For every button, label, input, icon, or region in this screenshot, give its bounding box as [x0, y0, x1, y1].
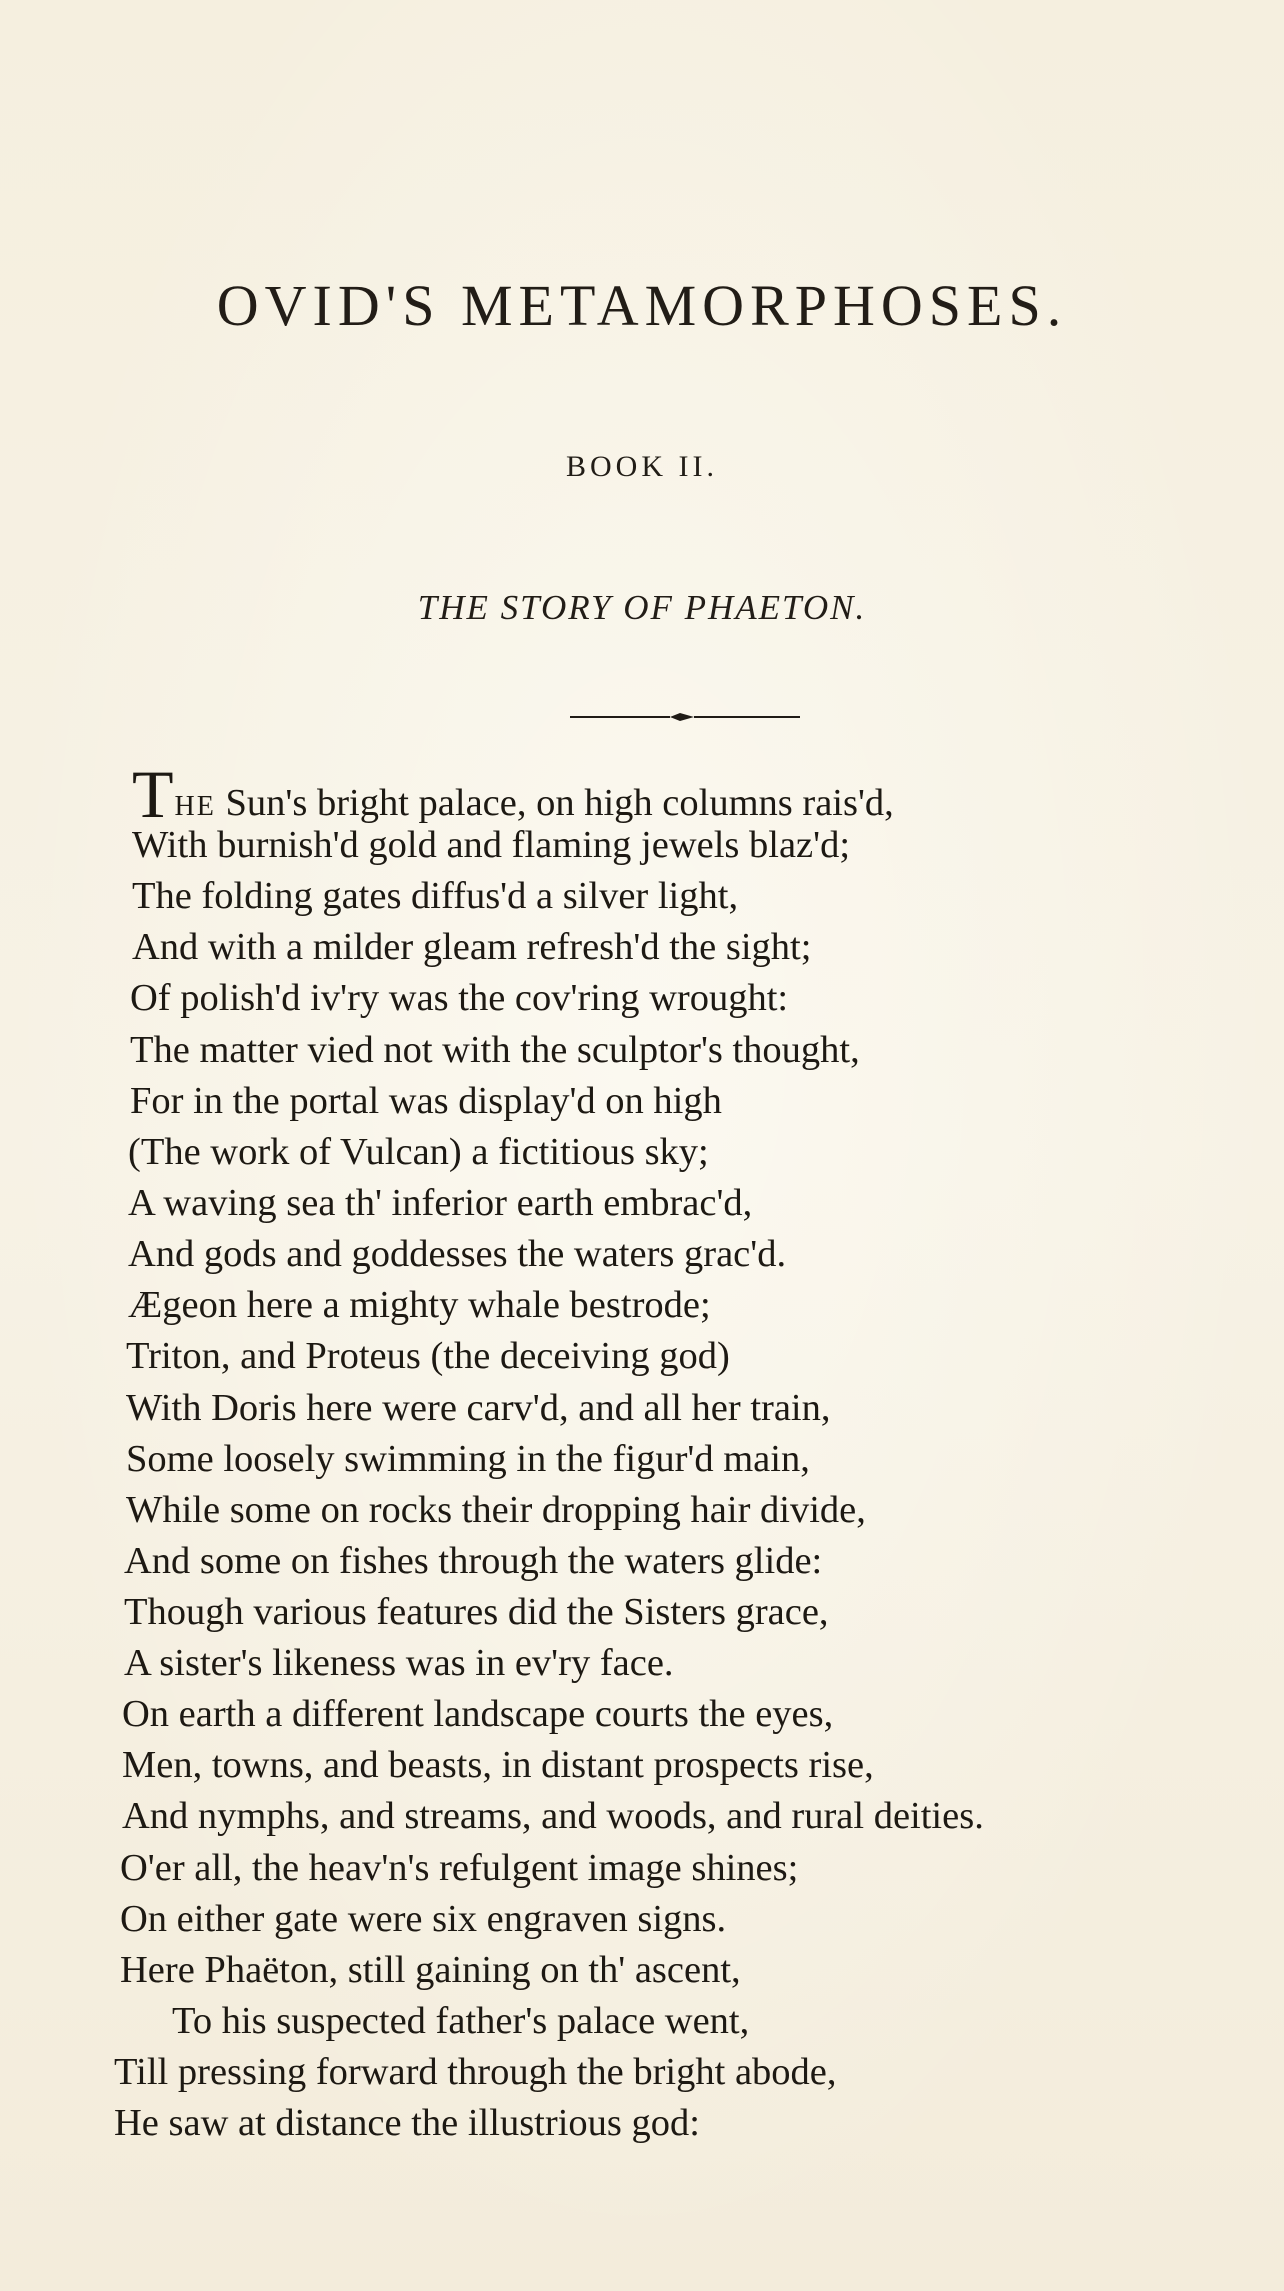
first-line-rest: Sun's bright palace, on high columns rais'd,: [215, 782, 894, 824]
poem-line: Of polish'd iv'ry was the cov'ring wrought:: [130, 977, 789, 1019]
poem-line: With Doris here were carv'd, and all her train,: [126, 1387, 831, 1429]
poem-line: A waving sea th' inferior earth embrac'd,: [128, 1182, 753, 1224]
poem-line: Some loosely swimming in the figur'd main,: [126, 1438, 810, 1480]
poem-line: (The work of Vulcan) a fictitious sky;: [128, 1131, 709, 1173]
poem-text: [0, 756, 1284, 2170]
poem-line: For in the portal was display'd on high: [130, 1080, 722, 1122]
poem-line: On earth a different landscape courts the eyes,: [122, 1693, 834, 1735]
small-caps: HE: [174, 791, 216, 822]
poem-line: While some on rocks their dropping hair divide,: [126, 1489, 866, 1531]
poem-line: Ægeon here a mighty whale bestrode;: [128, 1284, 711, 1326]
poem-line: Though various features did the Sisters grace,: [124, 1591, 829, 1633]
poem-line: To his suspected father's palace went,: [172, 2000, 750, 2042]
book-heading: BOOK II.: [566, 450, 718, 483]
poem-line: And some on fishes through the waters glide:: [124, 1540, 823, 1582]
poem-line: He saw at distance the illustrious god:: [114, 2102, 700, 2144]
poem-line: Till pressing forward through the bright abode,: [114, 2051, 837, 2093]
poem-line: Here Phaëton, still gaining on th' ascent,: [120, 1949, 741, 1991]
rule-diamond: [670, 713, 694, 721]
poem-line: And nymphs, and streams, and woods, and rural deities.: [122, 1795, 984, 1837]
poem-line: And gods and goddesses the waters grac'd.: [128, 1233, 787, 1275]
poem-line: The folding gates diffus'd a silver light,: [132, 875, 739, 917]
poem-line: Men, towns, and beasts, in distant prospects rise,: [122, 1744, 874, 1786]
poem-line: And with a milder gleam refresh'd the sight;: [132, 926, 812, 968]
poem-line: Triton, and Proteus (the deceiving god): [126, 1335, 730, 1377]
poem-line: With burnish'd gold and flaming jewels blaz'd;: [132, 824, 851, 866]
story-subtitle: THE STORY OF PHAETON.: [417, 588, 867, 627]
poem-line: O'er all, the heav'n's refulgent image shines;: [120, 1847, 799, 1889]
poem-line: On either gate were six engraven signs.: [120, 1898, 727, 1940]
ornamental-rule: [570, 712, 800, 722]
page-title: OVID'S METAMORPHOSES.: [216, 273, 1068, 338]
poem-line: The matter vied not with the sculptor's thought,: [130, 1029, 860, 1071]
drop-cap: T: [132, 756, 174, 832]
poem-line: A sister's likeness was in ev'ry face.: [124, 1642, 674, 1684]
